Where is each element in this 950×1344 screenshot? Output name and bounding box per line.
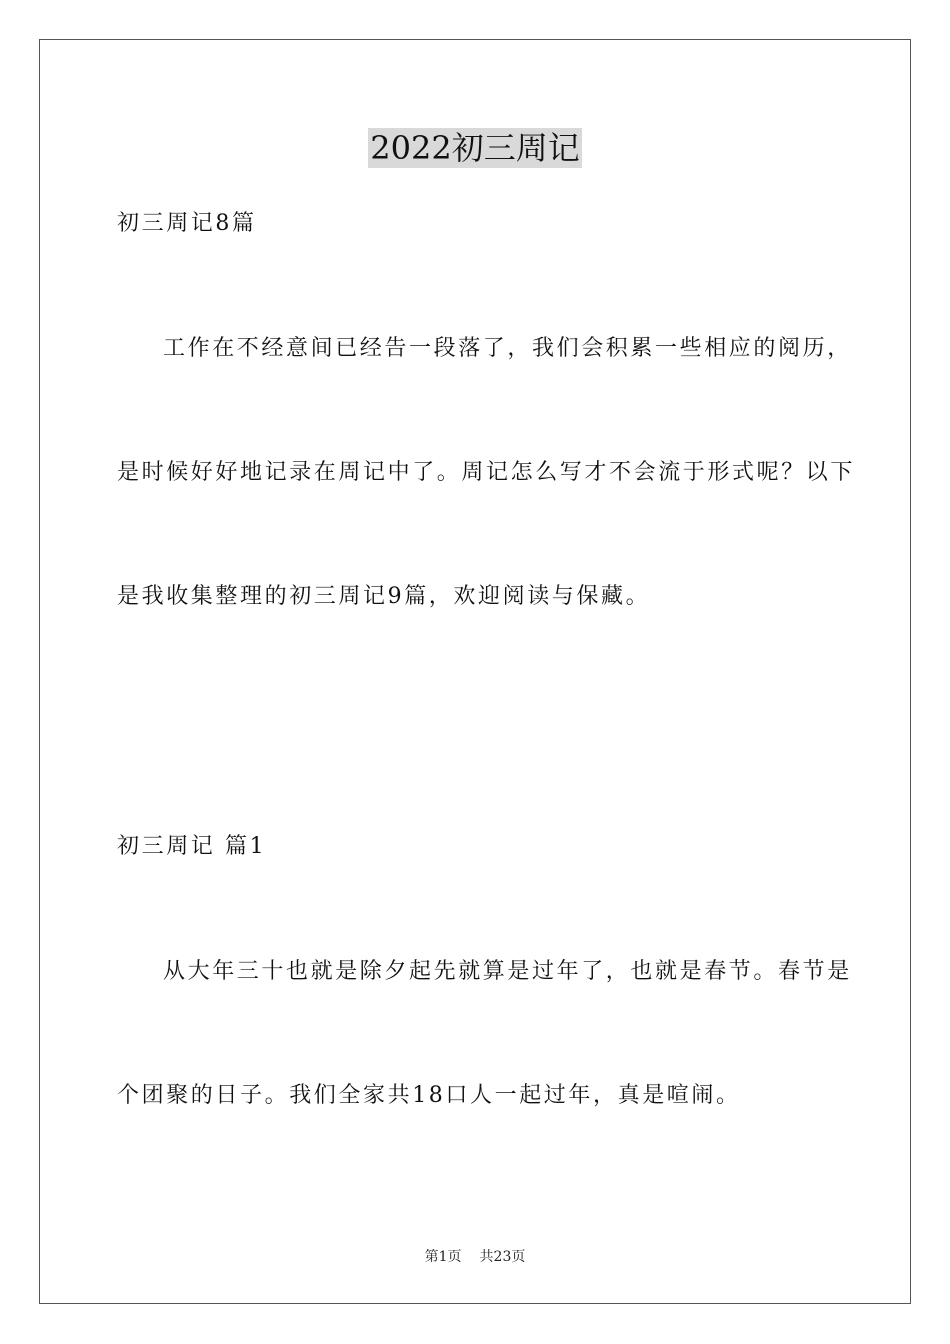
body-line-2: 个团聚的日子。我们全家共18口人一起过年，真是喧闹。 bbox=[117, 1083, 741, 1108]
title-container bbox=[0, 128, 950, 168]
document-title: 2022初三周记 bbox=[370, 129, 580, 167]
page-number: 第1页 bbox=[424, 1249, 462, 1265]
body-line-1: 从大年三十也就是除夕起先就算是过年了，也就是春节。春节是 bbox=[163, 959, 852, 984]
intro-line-2: 是时候好好地记录在周记中了。周记怎么写才不会流于形式呢？以下 bbox=[117, 460, 856, 485]
page-total: 共23页 bbox=[479, 1249, 526, 1265]
intro-line-1: 工作在不经意间已经告一段落了，我们会积累一些相应的阅历， bbox=[163, 336, 852, 361]
section-heading: 初三周记 篇1 bbox=[117, 834, 267, 859]
document-subtitle: 初三周记8篇 bbox=[117, 211, 257, 236]
page-footer bbox=[0, 1248, 950, 1266]
intro-line-3: 是我收集整理的初三周记9篇，欢迎阅读与保藏。 bbox=[117, 584, 651, 609]
